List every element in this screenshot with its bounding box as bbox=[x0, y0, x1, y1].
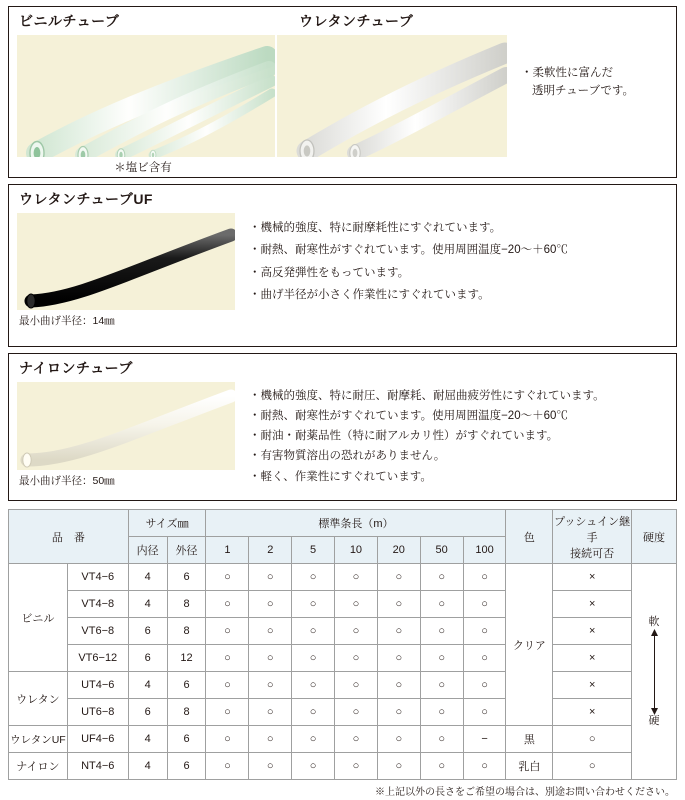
th-len-100: 100 bbox=[463, 537, 506, 564]
row-len-5: ○ bbox=[292, 591, 335, 618]
row-len-50: ○ bbox=[420, 645, 463, 672]
th-color: 色 bbox=[506, 510, 553, 564]
urethane-title: ウレタンチューブ bbox=[299, 13, 414, 29]
th-len-5: 5 bbox=[292, 537, 335, 564]
row-category-vinyl: ビニル bbox=[9, 564, 68, 672]
row-inner: 6 bbox=[128, 645, 167, 672]
row-inner: 6 bbox=[128, 699, 167, 726]
row-model: VT6−8 bbox=[67, 618, 128, 645]
row-len-5: ○ bbox=[292, 699, 335, 726]
row-len-100: ○ bbox=[463, 564, 506, 591]
row-model: VT4−6 bbox=[67, 564, 128, 591]
row-len-1: ○ bbox=[206, 699, 249, 726]
row-len-10: ○ bbox=[335, 753, 378, 780]
hardness-hard-label: 硬 bbox=[648, 714, 660, 727]
row-len-100: ○ bbox=[463, 645, 506, 672]
row-push: × bbox=[553, 591, 632, 618]
row-len-5: ○ bbox=[292, 564, 335, 591]
row-len-20: ○ bbox=[377, 564, 420, 591]
row-len-2: ○ bbox=[249, 591, 292, 618]
uf-min-bend: 最小曲げ半径：14㎜ bbox=[19, 315, 115, 327]
urethane-section bbox=[277, 7, 517, 177]
table-row bbox=[9, 591, 677, 618]
uf-feature-2: ・耐熱、耐寒性がすぐれています。使用周囲温度−20〜＋60℃ bbox=[249, 244, 568, 257]
row-model: NT4−6 bbox=[67, 753, 128, 780]
row-len-10: ○ bbox=[335, 672, 378, 699]
urethane-note-line2: 透明チューブです。 bbox=[532, 84, 635, 97]
row-push: × bbox=[553, 672, 632, 699]
row-outer: 6 bbox=[167, 672, 206, 699]
urethane-photo bbox=[277, 35, 507, 157]
row-push: × bbox=[553, 699, 632, 726]
row-color-clear: クリア bbox=[506, 564, 553, 726]
row-inner: 6 bbox=[128, 618, 167, 645]
uf-feature-1: ・機械的強度、特に耐摩耗性にすぐれています。 bbox=[249, 222, 502, 234]
row-color: 乳白 bbox=[506, 753, 553, 780]
row-push: × bbox=[553, 618, 632, 645]
row-model: VT4−8 bbox=[67, 591, 128, 618]
row-len-100: ○ bbox=[463, 618, 506, 645]
vinyl-caption: ＊塩ビ含有 bbox=[114, 162, 172, 174]
row-inner: 4 bbox=[128, 591, 167, 618]
hardness-arrow-icon bbox=[650, 629, 659, 715]
row-len-1: ○ bbox=[206, 753, 249, 780]
row-inner: 4 bbox=[128, 726, 167, 753]
table-header-row-1 bbox=[9, 510, 677, 537]
row-color: 黒 bbox=[506, 726, 553, 753]
uf-title: ウレタンチューブUF bbox=[19, 191, 153, 207]
row-len-100: ○ bbox=[463, 753, 506, 780]
table-row bbox=[9, 672, 677, 699]
row-model: UF4−6 bbox=[67, 726, 128, 753]
th-len-10: 10 bbox=[335, 537, 378, 564]
nylon-feature-1: ・機械的強度、特に耐圧、耐摩耗、耐屈曲疲労性にすぐれています。 bbox=[249, 390, 605, 402]
nylon-photo-wrap bbox=[9, 380, 235, 488]
th-hardness: 硬度 bbox=[632, 510, 677, 564]
urethane-tubes-illustration bbox=[277, 35, 507, 157]
nylon-feature-3: ・耐油・耐薬品性（特に耐アルカリ性）がすぐれています。 bbox=[249, 430, 559, 443]
row-len-20: ○ bbox=[377, 618, 420, 645]
row-len-50: ○ bbox=[420, 753, 463, 780]
row-len-1: ○ bbox=[206, 672, 249, 699]
row-len-20: ○ bbox=[377, 672, 420, 699]
uf-feature-list bbox=[235, 211, 568, 328]
row-len-100: ○ bbox=[463, 699, 506, 726]
table-row bbox=[9, 726, 677, 753]
nylon-feature-2: ・耐熱、耐寒性がすぐれています。使用周囲温度−20〜＋60℃ bbox=[249, 410, 568, 423]
panel-urethane-uf bbox=[8, 184, 677, 347]
row-len-1: ○ bbox=[206, 726, 249, 753]
table-head bbox=[9, 510, 677, 564]
row-outer: 8 bbox=[167, 591, 206, 618]
product-spec-table bbox=[8, 509, 677, 780]
row-inner: 4 bbox=[128, 672, 167, 699]
row-len-2: ○ bbox=[249, 645, 292, 672]
th-outer-dia: 外径 bbox=[167, 537, 206, 564]
nylon-feature-5: ・軽く、作業性にすぐれています。 bbox=[249, 470, 432, 483]
row-len-2: ○ bbox=[249, 699, 292, 726]
row-len-1: ○ bbox=[206, 564, 249, 591]
hardness-scale bbox=[632, 564, 677, 780]
row-len-20: ○ bbox=[377, 753, 420, 780]
row-len-5: ○ bbox=[292, 726, 335, 753]
th-len-20: 20 bbox=[377, 537, 420, 564]
urethane-note bbox=[517, 7, 634, 177]
th-length: 標準条長（m） bbox=[206, 510, 506, 537]
vinyl-tubes-illustration bbox=[17, 35, 275, 157]
table-row bbox=[9, 699, 677, 726]
row-push: × bbox=[553, 645, 632, 672]
nylon-photo bbox=[17, 382, 235, 470]
row-len-50: ○ bbox=[420, 564, 463, 591]
row-len-50: ○ bbox=[420, 726, 463, 753]
vinyl-title: ビニルチューブ bbox=[19, 13, 120, 29]
row-len-50: ○ bbox=[420, 591, 463, 618]
row-len-1: ○ bbox=[206, 618, 249, 645]
row-inner: 4 bbox=[128, 753, 167, 780]
row-inner: 4 bbox=[128, 564, 167, 591]
vinyl-photo bbox=[17, 35, 275, 157]
nylon-feature-4: ・有害物質溶出の恐れがありません。 bbox=[249, 450, 446, 463]
row-len-20: ○ bbox=[377, 645, 420, 672]
th-len-50: 50 bbox=[420, 537, 463, 564]
row-len-2: ○ bbox=[249, 618, 292, 645]
nylon-min-bend: 最小曲げ半径：50㎜ bbox=[19, 475, 115, 487]
row-len-100: − bbox=[463, 726, 506, 753]
th-hinban: 品 番 bbox=[9, 510, 129, 564]
th-push-line1: プッシュイン継手 bbox=[554, 515, 631, 544]
hardness-soft-label: 軟 bbox=[648, 616, 660, 629]
row-len-10: ○ bbox=[335, 726, 378, 753]
row-len-2: ○ bbox=[249, 726, 292, 753]
row-outer: 12 bbox=[167, 645, 206, 672]
row-outer: 6 bbox=[167, 753, 206, 780]
row-len-20: ○ bbox=[377, 699, 420, 726]
row-category-nylon: ナイロン bbox=[9, 753, 68, 780]
nylon-tube-illustration bbox=[17, 382, 235, 470]
row-model: UT4−6 bbox=[67, 672, 128, 699]
row-len-5: ○ bbox=[292, 645, 335, 672]
row-len-1: ○ bbox=[206, 591, 249, 618]
row-len-100: ○ bbox=[463, 672, 506, 699]
row-len-50: ○ bbox=[420, 699, 463, 726]
row-len-5: ○ bbox=[292, 618, 335, 645]
vinyl-section bbox=[9, 7, 277, 177]
table-body bbox=[9, 564, 677, 780]
row-model: UT6−8 bbox=[67, 699, 128, 726]
row-category-urethane-uf: ウレタンUF bbox=[9, 726, 68, 753]
row-len-10: ○ bbox=[335, 564, 378, 591]
th-push-fitting bbox=[553, 510, 632, 564]
table-row bbox=[9, 645, 677, 672]
panel-nylon bbox=[8, 353, 677, 501]
row-len-20: ○ bbox=[377, 591, 420, 618]
th-inner-dia: 内径 bbox=[128, 537, 167, 564]
urethane-note-line1: ・柔軟性に富んだ bbox=[521, 67, 613, 79]
row-len-50: ○ bbox=[420, 618, 463, 645]
row-len-20: ○ bbox=[377, 726, 420, 753]
nylon-title: ナイロンチューブ bbox=[19, 360, 133, 376]
th-size: サイズ㎜ bbox=[128, 510, 206, 537]
row-model: VT6−12 bbox=[67, 645, 128, 672]
th-len-1: 1 bbox=[206, 537, 249, 564]
table-row bbox=[9, 618, 677, 645]
row-category-urethane: ウレタン bbox=[9, 672, 68, 726]
row-outer: 8 bbox=[167, 699, 206, 726]
row-len-100: ○ bbox=[463, 591, 506, 618]
table-row bbox=[9, 564, 677, 591]
row-outer: 8 bbox=[167, 618, 206, 645]
row-len-2: ○ bbox=[249, 753, 292, 780]
uf-photo-wrap bbox=[9, 211, 235, 328]
th-push-line2: 接続可否 bbox=[570, 547, 615, 560]
uf-feature-3: ・高反発弾性をもっています。 bbox=[249, 266, 410, 279]
uf-photo bbox=[17, 213, 235, 310]
row-push: × bbox=[553, 564, 632, 591]
nylon-feature-list bbox=[235, 380, 605, 488]
row-len-2: ○ bbox=[249, 672, 292, 699]
th-len-2: 2 bbox=[249, 537, 292, 564]
row-len-10: ○ bbox=[335, 645, 378, 672]
panel-vinyl-urethane bbox=[8, 6, 677, 178]
row-outer: 6 bbox=[167, 564, 206, 591]
uf-tube-illustration bbox=[17, 213, 235, 310]
row-push: ○ bbox=[553, 726, 632, 753]
table-footnote: ※上記以外の長さをご希望の場合は、別途お問い合わせください。 bbox=[375, 787, 675, 798]
uf-feature-4: ・曲げ半径が小さく作業性にすぐれています。 bbox=[249, 289, 490, 302]
row-len-5: ○ bbox=[292, 672, 335, 699]
row-push: ○ bbox=[553, 753, 632, 780]
row-len-5: ○ bbox=[292, 753, 335, 780]
row-len-1: ○ bbox=[206, 645, 249, 672]
row-len-10: ○ bbox=[335, 699, 378, 726]
row-len-10: ○ bbox=[335, 618, 378, 645]
row-len-2: ○ bbox=[249, 564, 292, 591]
row-len-50: ○ bbox=[420, 672, 463, 699]
table-row bbox=[9, 753, 677, 780]
row-len-10: ○ bbox=[335, 591, 378, 618]
row-outer: 6 bbox=[167, 726, 206, 753]
